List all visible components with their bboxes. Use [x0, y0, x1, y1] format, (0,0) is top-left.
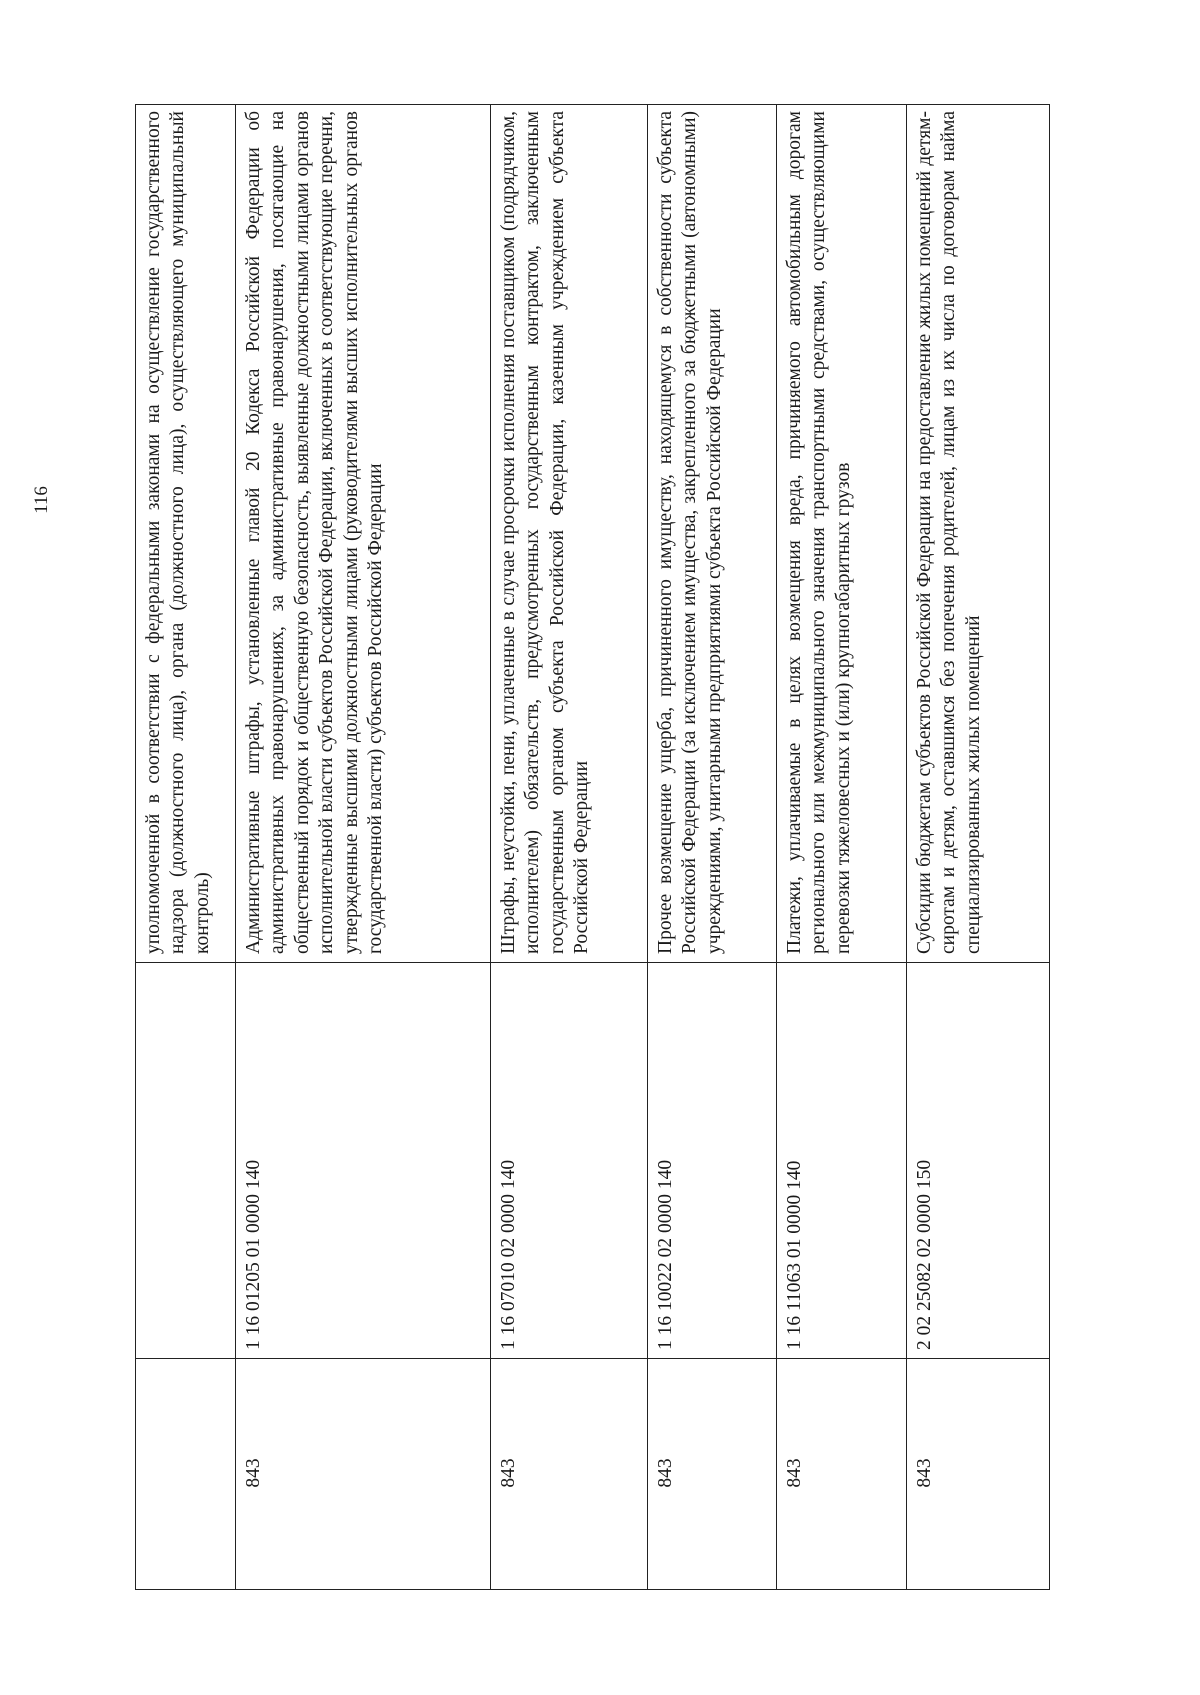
- budget-code-cell: 1 16 11063 01 0000 140: [777, 963, 907, 1359]
- budget-code-cell: 1 16 07010 02 0000 140: [491, 963, 648, 1359]
- admin-code-cell: 843: [236, 1359, 491, 1590]
- revenue-code-table: [135, 104, 1050, 1590]
- budget-code-cell: 2 02 25082 02 0000 150: [907, 963, 1050, 1359]
- table-row: [491, 105, 648, 1590]
- description-cell: Штрафы, неустойки, пени, уплаченные в случае просрочки исполнения поставщиком (подрядчиком, исполнителем) обязательств, предусмотренных государственным контрактом, заключенным государственным органом субъекта Российской Федерации, казенным учреждением субъекта Российской Федерации: [491, 105, 648, 963]
- table-row: [136, 105, 236, 1590]
- admin-code-cell: 843: [648, 1359, 777, 1590]
- rotated-content: [135, 105, 1049, 1590]
- budget-code-cell: 1 16 10022 02 0000 140: [648, 963, 777, 1359]
- admin-code-cell: 843: [777, 1359, 907, 1590]
- table-row: [777, 105, 907, 1590]
- description-cell: Субсидии бюджетам субъектов Российской Федерации на предоставление жилых помещений детям-сиротам и детям, оставшимся без попечения родителей, лицам из их числа по договорам найма специализированных жилых помещений: [907, 105, 1050, 963]
- page-number: 116: [31, 486, 52, 514]
- table-row: [907, 105, 1050, 1590]
- admin-code-cell: 843: [907, 1359, 1050, 1590]
- description-cell: Административные штрафы, установленные главой 20 Кодекса Российской Федерации об административных правонарушениях, за административные правонарушения, посягающие на общественный порядок и общественную безопасность, выявленные должностными лицами органов исполнительной власти субъектов Российской Федерации, включенных в соответствующие перечни, утвержденные высшими должностными лицами (руководителями высших исполнительных органов государственной власти) субъектов Российской Федерации: [236, 105, 491, 963]
- description-cell: уполномоченной в соответствии с федеральными законами на осуществление государственного надзора (должностного лица), органа (должностного лица), осуществляющего муниципальный контроль): [136, 105, 236, 963]
- admin-code-cell: 843: [491, 1359, 648, 1590]
- admin-code-cell: [136, 1359, 236, 1590]
- table-row: [236, 105, 491, 1590]
- description-cell: Прочее возмещение ущерба, причиненного имуществу, находящемуся в собственности субъекта Российской Федерации (за исключением имущества, закрепленного за бюджетными (автономными) учреждениями, унитарными предприятиями субъекта Российской Федерации: [648, 105, 777, 963]
- description-cell: Платежи, уплачиваемые в целях возмещения вреда, причиняемого автомобильным дорогам регионального или межмуниципального значения транспортными средствами, осуществляющими перевозки тяжеловесных и (или) крупногабаритных грузов: [777, 105, 907, 963]
- budget-code-cell: [136, 963, 236, 1359]
- budget-code-cell: 1 16 01205 01 0000 140: [236, 963, 491, 1359]
- table-row: [648, 105, 777, 1590]
